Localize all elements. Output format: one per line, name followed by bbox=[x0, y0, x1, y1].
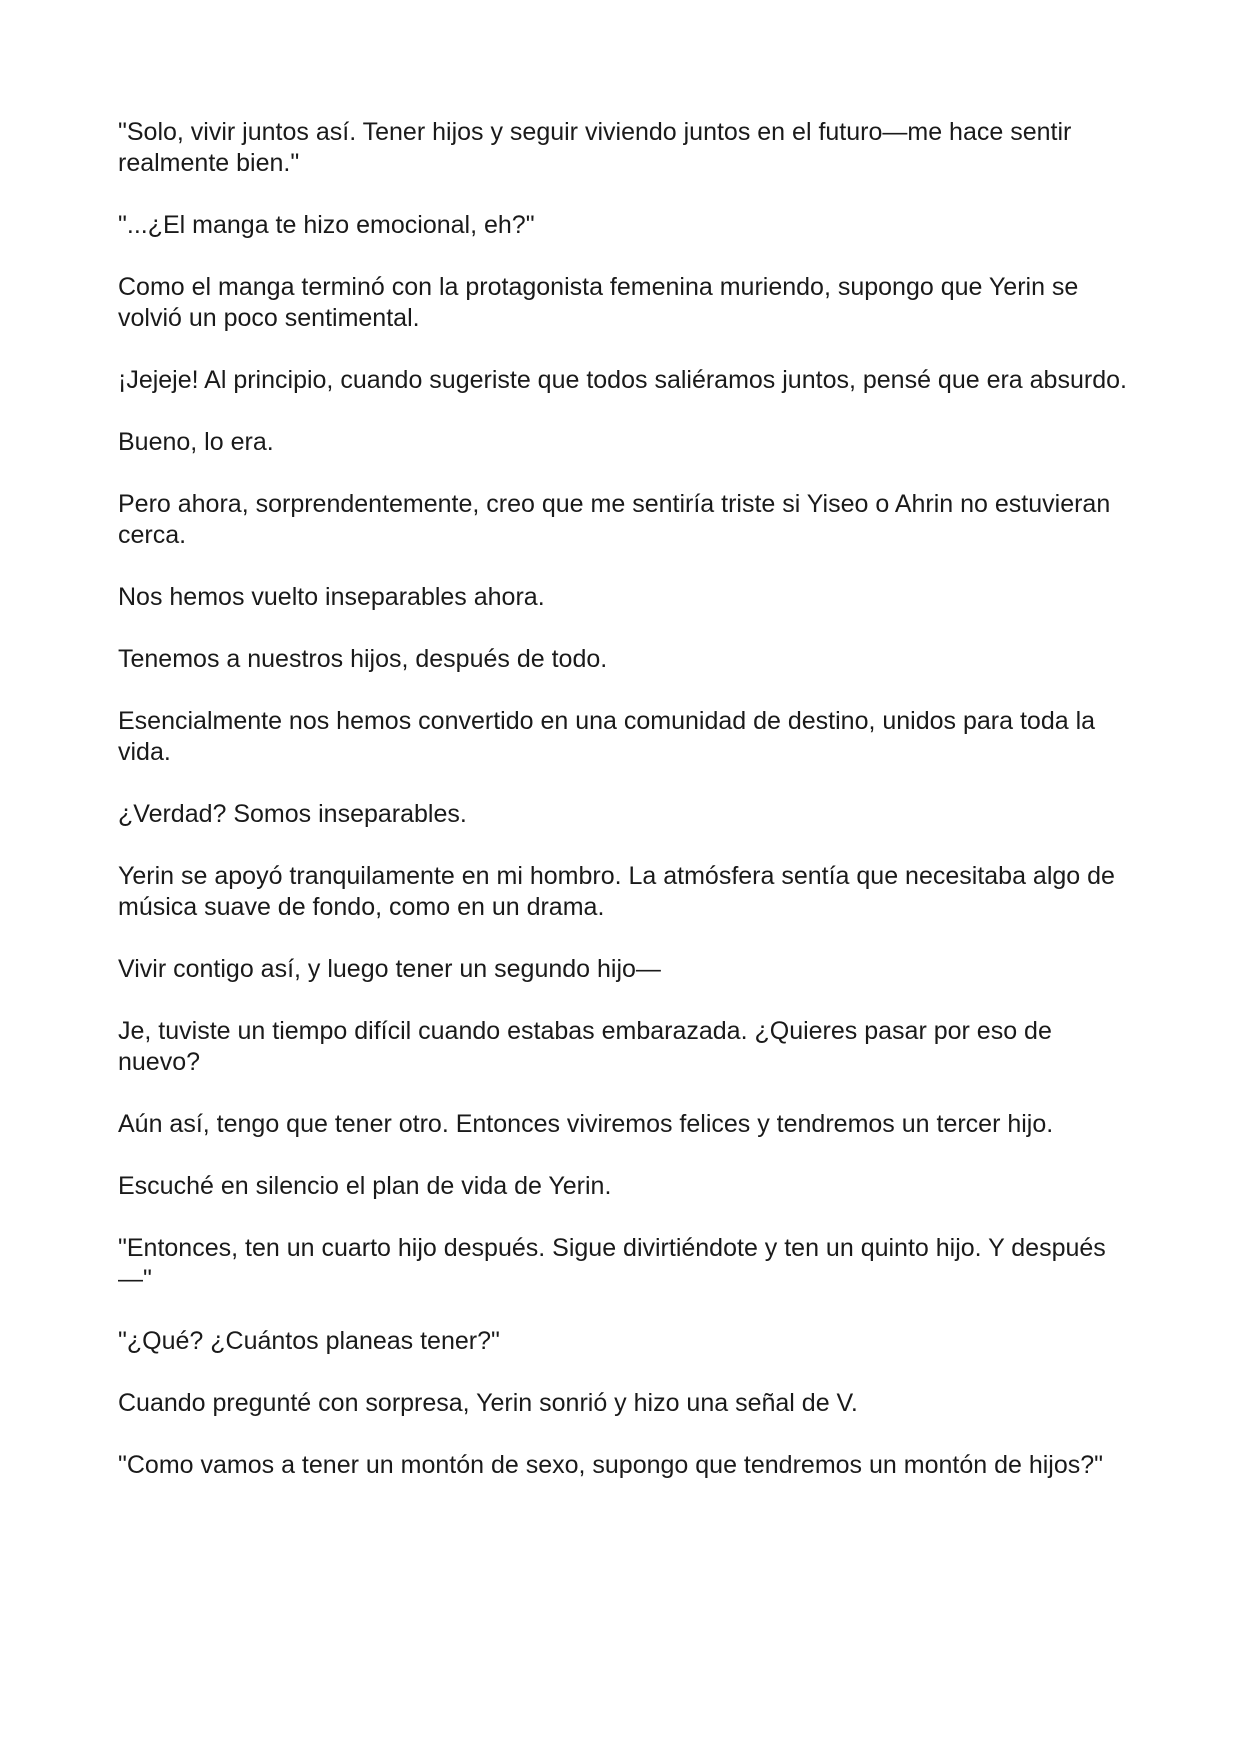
paragraph: Aún así, tengo que tener otro. Entonces viviremos felices y tendremos un tercer hijo. bbox=[118, 1110, 1054, 1138]
paragraph: Yerin se apoyó tranquilamente en mi hombro. La atmósfera sentía que necesitaba algo de música suave de fondo, como en un drama. bbox=[118, 862, 1115, 921]
paragraph: "Como vamos a tener un montón de sexo, supongo que tendremos un montón de hijos?" bbox=[118, 1451, 1104, 1479]
paragraph: ¿Verdad? Somos inseparables. bbox=[118, 800, 467, 828]
paragraph: Como el manga terminó con la protagonista femenina muriendo, supongo que Yerin se volvió un poco sentimental. bbox=[118, 273, 1079, 332]
paragraph: Tenemos a nuestros hijos, después de todo. bbox=[118, 645, 608, 673]
paragraph: Pero ahora, sorprendentemente, creo que me sentiría triste si Yiseo o Ahrin no estuvieran cerca. bbox=[118, 490, 1111, 549]
paragraph: ¡Jejeje! Al principio, cuando sugeriste que todos saliéramos juntos, pensé que era absurdo. bbox=[118, 366, 1127, 394]
paragraph: Esencialmente nos hemos convertido en una comunidad de destino, unidos para toda la vida. bbox=[118, 707, 1096, 766]
paragraph: "¿Qué? ¿Cuántos planeas tener?" bbox=[118, 1327, 500, 1355]
paragraph: "...¿El manga te hizo emocional, eh?" bbox=[118, 211, 535, 239]
paragraph: "Entonces, ten un cuarto hijo después. Sigue divirtiéndote y ten un quinto hijo. Y después—" bbox=[118, 1234, 1106, 1293]
paragraph: Cuando pregunté con sorpresa, Yerin sonrió y hizo una señal de V. bbox=[118, 1389, 858, 1417]
paragraph: Escuché en silencio el plan de vida de Yerin. bbox=[118, 1172, 612, 1200]
paragraph: Nos hemos vuelto inseparables ahora. bbox=[118, 583, 545, 611]
paragraph: Vivir contigo así, y luego tener un segundo hijo— bbox=[118, 955, 661, 983]
paragraph: Bueno, lo era. bbox=[118, 428, 274, 456]
paragraph: Je, tuviste un tiempo difícil cuando estabas embarazada. ¿Quieres pasar por eso de nuevo? bbox=[118, 1017, 1052, 1076]
paragraph: "Solo, vivir juntos así. Tener hijos y seguir viviendo juntos en el futuro—me hace sentir realmente bien." bbox=[118, 118, 1072, 177]
document-page bbox=[118, 117, 1128, 1512]
